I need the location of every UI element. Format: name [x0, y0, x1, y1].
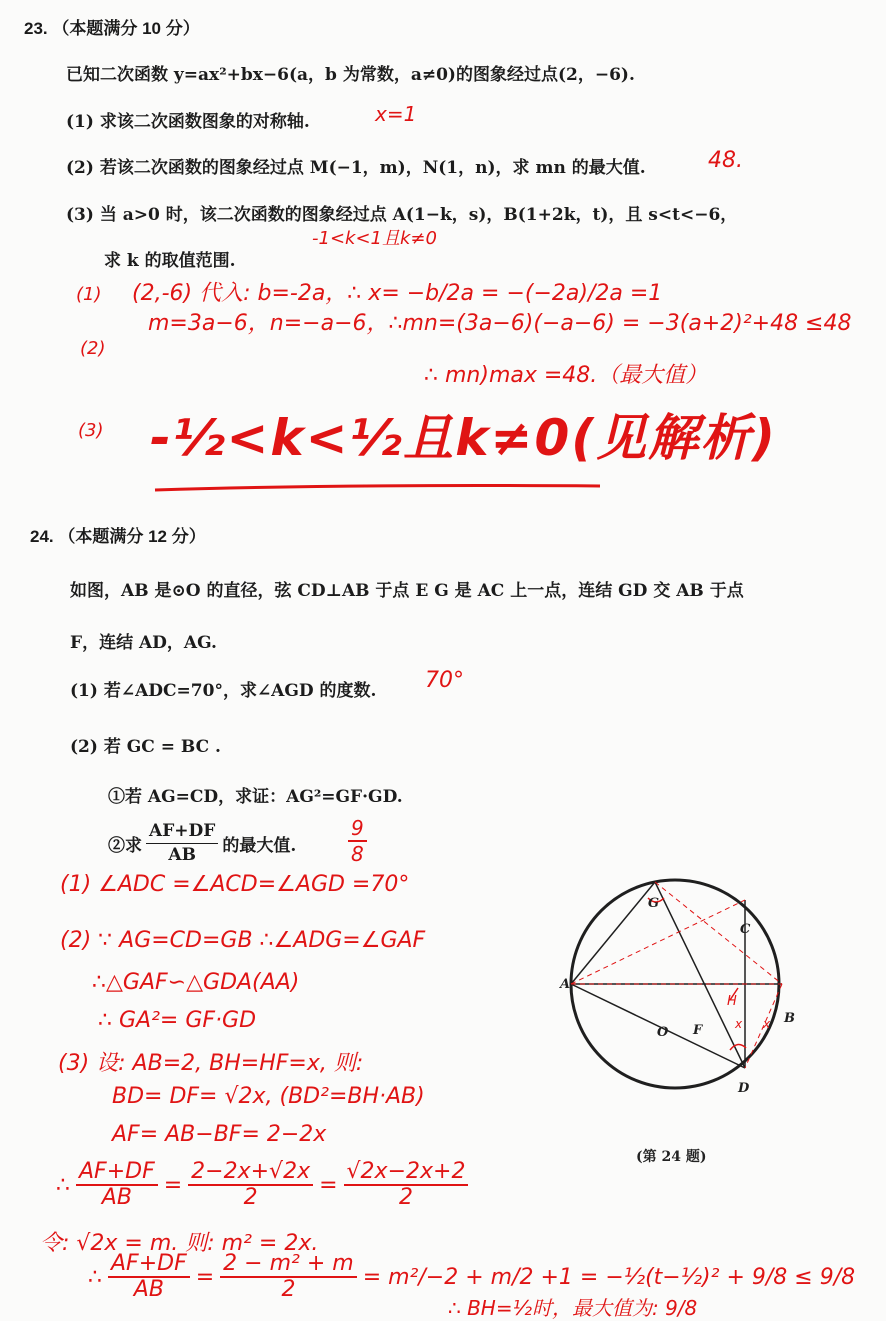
figure-caption: (第 24 题)	[636, 1149, 707, 1165]
sol-frac1-lhs-num: AF+DF	[76, 1160, 158, 1186]
q24-sol-final: ∴ BH=½时，最大值为: 9/8	[448, 1296, 698, 1320]
label-f: F	[693, 1023, 703, 1038]
q24-part2-i: ①若 AG=CD，求证：AG²=GF·GD.	[108, 787, 403, 807]
q24-stem2: F，连结 AD，AG.	[70, 633, 217, 653]
q24-header: 24. （本题满分 12 分）	[30, 527, 206, 546]
sol-frac1-lhs-den: AB	[101, 1185, 132, 1210]
q23-part3: (3) 当 a>0 时，该二次函数的图象经过点 A(1−k，s)，B(1+2k，t)，且 s<t<−6，	[66, 205, 738, 225]
therefore-symbol: ∴	[56, 1172, 70, 1198]
q24-part2-ii-prefix: ②求	[108, 835, 142, 856]
q23-sol3-label: (3)	[78, 420, 104, 441]
label-c: C	[740, 922, 751, 937]
label-o: O	[657, 1025, 669, 1040]
red-dash-ac	[571, 900, 745, 984]
q23-part2-answer: 48.	[708, 148, 743, 173]
label-g: G	[648, 896, 660, 911]
q23-sol2b: ∴ mn)max =48.（最大值）	[424, 363, 708, 388]
geometry-figure	[560, 890, 795, 1096]
q23-sol2a: m=3a−6，n=−a−6，∴mn=(3a−6)(−a−6) = −3(a+2)²+48 ≤48	[148, 311, 852, 336]
q24-sol-fraction-row2: ∴ $\frac{AF+DF}{AB}$ = $\frac{\text{2 − m² + m}}{2}$ = m²/−2 + m/2 +1 = −½(t−½)² + 9/8 ≤ 9/8	[88, 1251, 856, 1302]
sol-frac2-lhs-num: AF+DF	[108, 1252, 190, 1278]
q24-sol-line5: (3) 设: AB=2, BH=HF=x, 则:	[58, 1051, 364, 1076]
sol-frac2-rhs: = m²/−2 + m/2 +1 = −½(t−½)² + 9/8 ≤ 9/8	[362, 1264, 856, 1290]
q23-sol3: -½<k<½且k≠0(见解析)	[150, 409, 777, 467]
sol-frac1-mid-num: 2−2x+√2x	[188, 1160, 313, 1186]
sol-frac1-mid-den: 2	[243, 1185, 258, 1210]
label-x2: x	[763, 1017, 771, 1031]
red-dash-gb	[655, 882, 782, 984]
q24-part2-ii-fraction	[146, 820, 218, 866]
q24-part2-ii	[108, 820, 296, 866]
q23-stem: 已知二次函数 y=ax²+bx−6(a，b 为常数，a≠0)的图象经过点(2，−6).	[66, 65, 635, 85]
q24-fraction-numerator: AF+DF	[146, 820, 218, 844]
sol-frac1-rhs-num: √2x−2x+2	[344, 1160, 469, 1186]
q23-sol1-label: (1)	[76, 284, 102, 305]
q23-part1: (1) 求该二次函数图象的对称轴.	[66, 112, 310, 132]
q24-part1: (1) 若∠ADC=70°，求∠AGD 的度数.	[70, 681, 377, 701]
q23-header: 23. （本题满分 10 分）	[24, 19, 200, 38]
q24-part1-answer: 70°	[425, 668, 464, 693]
label-d: D	[738, 1081, 750, 1096]
q24-stem1: 如图，AB 是⊙O 的直径，弦 CD⊥AB 于点 E G 是 AC 上一点，连结 GD 交 AB 于点	[70, 581, 744, 601]
sol-frac1-rhs-den: 2	[398, 1185, 413, 1210]
q24-fraction-denominator: AB	[168, 845, 196, 865]
sol-frac2-mid-num: 2 − m² + m	[220, 1252, 357, 1278]
red-mark-2	[730, 1044, 746, 1050]
q24-sol-line2: (2) ∵ AG=CD=GB ∴∠ADG=∠GAF	[60, 928, 426, 953]
q24-answer-num: 9	[348, 816, 367, 842]
q23-sol2-label: (2)	[80, 338, 106, 359]
sol-frac2-lhs-den: AB	[133, 1277, 164, 1302]
label-b: B	[784, 1011, 795, 1026]
q24-answer-den: 8	[351, 842, 364, 866]
q23-part3-answer: -1<k<1且k≠0	[312, 228, 437, 249]
q24-part2-ii-answer	[342, 816, 373, 866]
q24-sol-let: 令: √2x = m. 则: m² = 2x.	[40, 1231, 319, 1256]
q24-sol-fraction-row: ∴ $\frac{AF+DF}{AB}$ = $\frac{2-2x+√2x}{2}$ = $\frac{√2x-2x+2}{2}$	[56, 1160, 474, 1210]
q24-sol-line7: AF= AB−BF= 2−2x	[112, 1122, 327, 1147]
segment-gd	[655, 882, 745, 1068]
sol-frac2-mid-den: 2	[281, 1277, 296, 1302]
label-h: H	[727, 994, 737, 1009]
q24-sol-line6: BD= DF= √2x, (BD²=BH·AB)	[112, 1084, 425, 1109]
label-x1: x	[735, 1017, 743, 1031]
q24-sol-line3: ∴△GAF∽△GDA(AA)	[92, 970, 300, 995]
q23-sol3-underline	[150, 478, 610, 498]
q23-part1-answer: x=1	[375, 102, 417, 126]
q23-sol1: (2,-6) 代入: b=-2a，∴ x= −b/2a = −(−2a)/2a =1	[132, 281, 663, 306]
q23-part3-cont: 求 k 的取值范围.	[104, 251, 236, 271]
q24-sol-line4: ∴ GA²= GF·GD	[98, 1008, 257, 1033]
q24-sol-line1: (1) ∠ADC =∠ACD=∠AGD =70°	[60, 872, 410, 897]
label-a: A	[560, 977, 571, 992]
q24-part2: (2) 若 GC = BC .	[70, 737, 221, 757]
q23-part2: (2) 若该二次函数的图象经过点 M(−1，m)，N(1，n)，求 mn 的最大值.	[66, 158, 646, 178]
q24-part2-ii-suffix: 的最大值.	[222, 835, 297, 856]
